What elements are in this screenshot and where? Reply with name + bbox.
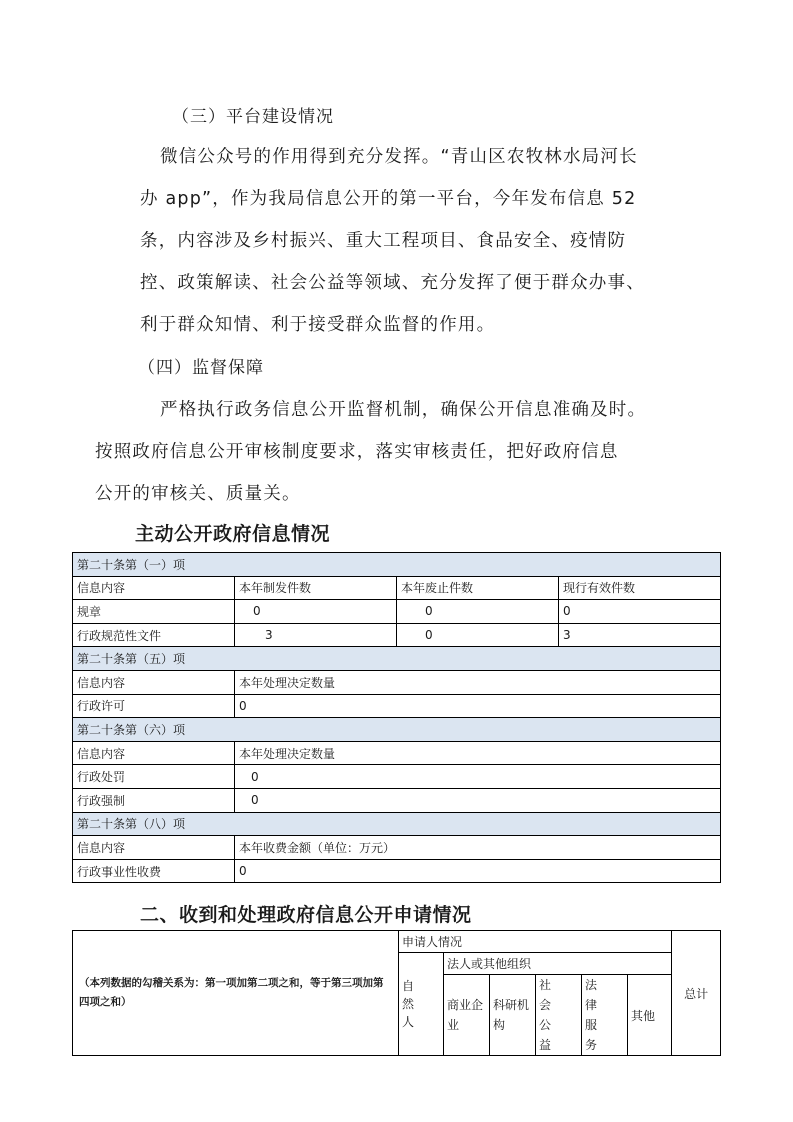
header-cell: 信息内容 bbox=[73, 741, 235, 765]
table-title-requests: 二、收到和处理政府信息公开申请情况 bbox=[140, 904, 472, 926]
table-row bbox=[73, 859, 721, 883]
cell: 0 bbox=[235, 600, 397, 624]
header-cell: 信息内容 bbox=[73, 576, 235, 600]
header-cell: 现行有效件数 bbox=[559, 576, 721, 600]
proactive-disclosure-table bbox=[72, 552, 721, 883]
requests-table bbox=[72, 930, 721, 1056]
header-cell: 本年处理决定数量 bbox=[235, 670, 721, 694]
subheader-other: 其他 bbox=[628, 975, 672, 1056]
paragraph-platform bbox=[140, 136, 710, 346]
table-title-proactive: 主动公开政府信息情况 bbox=[135, 523, 331, 545]
cell: 行政处罚 bbox=[73, 765, 235, 789]
text-line: 按照政府信息公开审核制度要求，落实审核责任，把好政府信息 bbox=[95, 442, 619, 462]
cell: 0 bbox=[235, 859, 721, 883]
table-row bbox=[73, 694, 721, 718]
relation-note: （本列数据的勾稽关系为：第一项加第二项之和，等于第三项加第四项之和） bbox=[73, 931, 399, 1056]
cell: 0 bbox=[235, 694, 721, 718]
text-line: 公开的审核关、质量关。 bbox=[95, 484, 301, 504]
cell: 3 bbox=[559, 623, 721, 647]
text-line: 条，内容涉及乡村振兴、重大工程项目、食品安全、疫情防 bbox=[140, 231, 627, 251]
text-line: 办 app”，作为我局信息公开的第一平台，今年发布信息 52 bbox=[140, 189, 637, 209]
cell: 行政规范性文件 bbox=[73, 623, 235, 647]
subheader-public-welfare: 社会公益 bbox=[536, 975, 582, 1056]
header-cell: 信息内容 bbox=[73, 670, 235, 694]
text-line: 微信公众号的作用得到充分发挥。“青山区农牧林水局河长 bbox=[160, 147, 638, 167]
text-line: 严格执行政务信息公开监督机制，确保公开信息准确及时。 bbox=[160, 400, 647, 420]
table-row bbox=[73, 600, 721, 624]
applicant-header: 申请人情况 bbox=[399, 931, 672, 953]
header-cell: 信息内容 bbox=[73, 836, 235, 860]
header-cell: 本年处理决定数量 bbox=[235, 741, 721, 765]
cell: 行政强制 bbox=[73, 788, 235, 812]
text-line: 控、政策解读、社会公益等领域、充分发挥了便于群众办事、 bbox=[140, 273, 645, 293]
header-cell: 本年制发件数 bbox=[235, 576, 397, 600]
cell: 行政许可 bbox=[73, 694, 235, 718]
band-article-1: 第二十条第（一）项 bbox=[73, 553, 721, 577]
natural-person-header: 自然人 bbox=[399, 953, 444, 1056]
section-heading-supervision: （四）监督保障 bbox=[138, 358, 264, 378]
subheader-legal-service: 法律服务 bbox=[582, 975, 628, 1056]
band-article-5: 第二十条第（五）项 bbox=[73, 647, 721, 671]
subheader-business: 商业企业 bbox=[444, 975, 490, 1056]
section-heading-platform: （三）平台建设情况 bbox=[172, 107, 334, 127]
header-cell: 本年废止件数 bbox=[397, 576, 559, 600]
subheader-research: 科研机构 bbox=[490, 975, 536, 1056]
table-row bbox=[73, 765, 721, 789]
table-row bbox=[73, 788, 721, 812]
paragraph-supervision bbox=[95, 389, 710, 515]
table-row bbox=[73, 623, 721, 647]
cell: 0 bbox=[235, 788, 721, 812]
total-header: 总计 bbox=[672, 931, 721, 1056]
cell: 规章 bbox=[73, 600, 235, 624]
text-line: 利于群众知情、利于接受群众监督的作用。 bbox=[140, 315, 496, 335]
band-article-6: 第二十条第（六）项 bbox=[73, 718, 721, 742]
legal-entity-header: 法人或其他组织 bbox=[444, 953, 672, 975]
cell: 0 bbox=[235, 765, 721, 789]
cell: 0 bbox=[559, 600, 721, 624]
cell: 3 bbox=[235, 623, 397, 647]
cell: 行政事业性收费 bbox=[73, 859, 235, 883]
cell: 0 bbox=[397, 600, 559, 624]
header-cell: 本年收费金额（单位：万元） bbox=[235, 836, 721, 860]
cell: 0 bbox=[397, 623, 559, 647]
band-article-8: 第二十条第（八）项 bbox=[73, 812, 721, 836]
